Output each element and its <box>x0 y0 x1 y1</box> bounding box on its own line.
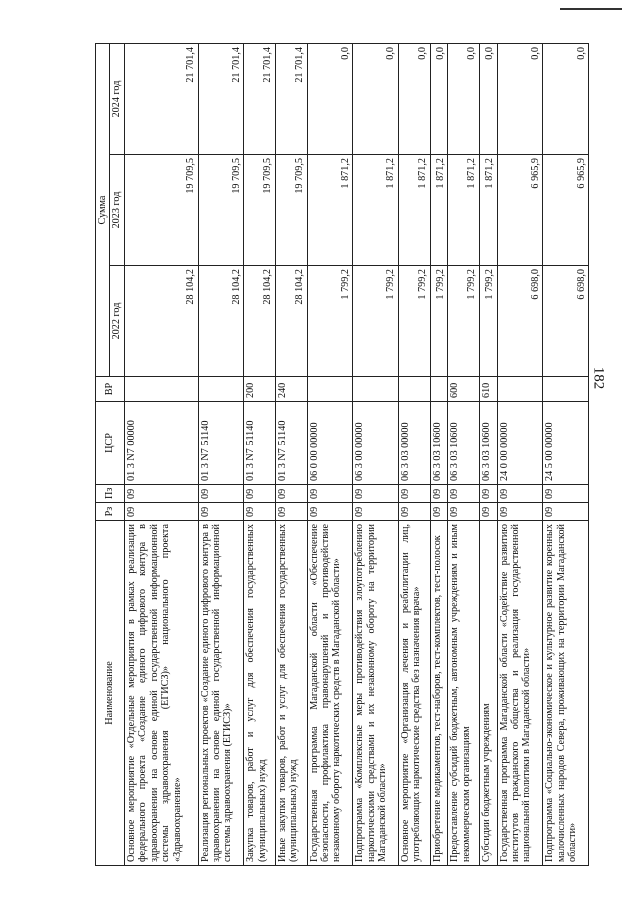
cell-2023: 6 965,9 <box>543 155 589 266</box>
header-vr: ВР <box>96 377 125 402</box>
cell-vr <box>124 377 198 402</box>
cell-name: Подпрограмма «Комплексные меры противодействия злоупотреблению наркотическими средствами и их незаконному обороту на территории Магаданской области» <box>353 521 399 866</box>
cell-2022: 1 799,2 <box>448 266 480 377</box>
cell-name: Приобретение медикаментов, тест-наборов, тест-комплектов, тест-полосок <box>430 521 448 866</box>
cell-name: Предоставление субсидий бюджетным, автономным учреждениям и иным некоммерческим организациям <box>448 521 480 866</box>
cell-vr <box>497 377 543 402</box>
cell-name: Подпрограмма «Социально-экономическое и культурное развитие коренных малочисленных народов Севера, проживающих на территории Магаданской области» <box>543 521 589 866</box>
cell-2024: 0,0 <box>543 44 589 155</box>
cell-csr: 06 3 03 10600 <box>479 402 497 485</box>
cell-2022: 1 799,2 <box>353 266 399 377</box>
cell-vr: 200 <box>244 377 276 402</box>
cell-name: Реализация региональных проектов «Создание единого цифрового контура в здравоохранении на основе единой государственной информационной системы здравоохранения (ЕГИСЗ)» <box>198 521 244 866</box>
cell-vr <box>430 377 448 402</box>
cell-2024: 21 701,4 <box>124 44 198 155</box>
cell-csr: 06 3 00 00000 <box>353 402 399 485</box>
header-pz: Пз <box>96 485 125 503</box>
table-row <box>124 44 198 866</box>
cell-2022: 28 104,2 <box>275 266 307 377</box>
cell-vr: 600 <box>448 377 480 402</box>
cell-2022: 28 104,2 <box>198 266 244 377</box>
cell-csr: 06 0 00 00000 <box>307 402 353 485</box>
cell-2022: 28 104,2 <box>244 266 276 377</box>
rotated-page <box>95 44 589 866</box>
table-row <box>543 44 589 866</box>
cell-rz: 09 <box>275 503 307 521</box>
cell-2022: 6 698,0 <box>497 266 543 377</box>
cell-csr: 24 0 00 00000 <box>497 402 543 485</box>
cell-csr: 01 3 N7 00000 <box>124 402 198 485</box>
cell-name: Основное мероприятие «Организация лечения и реабилитации лиц, употребляющих наркотические средства без назначения врача» <box>398 521 430 866</box>
cell-rz: 09 <box>448 503 480 521</box>
cell-name: Иные закупки товаров, работ и услуг для обеспечения государственных (муниципальных) нужд <box>275 521 307 866</box>
cell-pz: 09 <box>398 485 430 503</box>
cell-pz: 09 <box>497 485 543 503</box>
cell-2023: 1 871,2 <box>430 155 448 266</box>
budget-table <box>95 43 589 866</box>
cell-2023: 1 871,2 <box>307 155 353 266</box>
table-row <box>430 44 448 866</box>
cell-2023: 19 709,5 <box>275 155 307 266</box>
page-number-text: 182 <box>590 366 607 390</box>
header-rz: Рз <box>96 503 125 521</box>
table-row <box>275 44 307 866</box>
cell-rz: 09 <box>543 503 589 521</box>
cell-2024: 21 701,4 <box>198 44 244 155</box>
cell-csr: 01 3 N7 51140 <box>198 402 244 485</box>
cell-name: Основное мероприятие «Отдельные мероприятия в рамках реализации федерального проекта «Создание единого цифрового контура в здравоохранении на основе единой государственной информационной системы здравоохранения (ЕГИСЗ)» национального проекта «Здравоохранение» <box>124 521 198 866</box>
cell-rz: 09 <box>430 503 448 521</box>
table-row <box>479 44 497 866</box>
cell-pz: 09 <box>275 485 307 503</box>
cell-rz: 09 <box>353 503 399 521</box>
cell-csr: 01 3 N7 51140 <box>244 402 276 485</box>
table-row <box>398 44 430 866</box>
cell-vr <box>398 377 430 402</box>
cell-2023: 19 709,5 <box>124 155 198 266</box>
table-row <box>448 44 480 866</box>
cell-pz: 09 <box>353 485 399 503</box>
cell-rz: 09 <box>198 503 244 521</box>
cell-2023: 6 965,9 <box>497 155 543 266</box>
table-row <box>497 44 543 866</box>
cell-name: Субсидии бюджетным учреждениям <box>479 521 497 866</box>
cell-2022: 1 799,2 <box>430 266 448 377</box>
cell-2024: 21 701,4 <box>244 44 276 155</box>
cell-2022: 1 799,2 <box>479 266 497 377</box>
cell-rz: 09 <box>307 503 353 521</box>
cell-csr: 06 3 03 00000 <box>398 402 430 485</box>
cell-pz: 09 <box>543 485 589 503</box>
table-row <box>198 44 244 866</box>
cell-rz: 09 <box>398 503 430 521</box>
cell-vr <box>543 377 589 402</box>
cell-pz: 09 <box>430 485 448 503</box>
table-row <box>307 44 353 866</box>
cell-vr <box>198 377 244 402</box>
table-row <box>353 44 399 866</box>
cell-csr: 06 3 03 10600 <box>430 402 448 485</box>
cell-2022: 6 698,0 <box>543 266 589 377</box>
cell-pz: 09 <box>479 485 497 503</box>
top-rule <box>560 8 622 10</box>
cell-rz: 09 <box>244 503 276 521</box>
header-2024: 2024 год <box>110 44 124 155</box>
header-name: Наименование <box>96 521 125 866</box>
cell-2023: 1 871,2 <box>479 155 497 266</box>
cell-pz: 09 <box>307 485 353 503</box>
header-2022: 2022 год <box>110 266 124 377</box>
cell-csr: 01 3 N7 51140 <box>275 402 307 485</box>
header-csr: ЦСР <box>96 402 125 485</box>
cell-2024: 0,0 <box>497 44 543 155</box>
cell-csr: 24 5 00 00000 <box>543 402 589 485</box>
cell-rz: 09 <box>497 503 543 521</box>
cell-2024: 0,0 <box>353 44 399 155</box>
cell-vr <box>353 377 399 402</box>
cell-pz: 09 <box>244 485 276 503</box>
cell-2022: 28 104,2 <box>124 266 198 377</box>
cell-rz: 09 <box>479 503 497 521</box>
cell-name: Государственная программа Магаданской области «Обеспечение безопасности, профилактика правонарушений и противодействие незаконному обороту наркотических средств в Магаданской области» <box>307 521 353 866</box>
cell-csr: 06 3 03 10600 <box>448 402 480 485</box>
cell-2023: 1 871,2 <box>398 155 430 266</box>
cell-2022: 1 799,2 <box>398 266 430 377</box>
cell-2024: 21 701,4 <box>275 44 307 155</box>
cell-2022: 1 799,2 <box>307 266 353 377</box>
cell-2023: 19 709,5 <box>244 155 276 266</box>
cell-2024: 0,0 <box>448 44 480 155</box>
header-2023: 2023 год <box>110 155 124 266</box>
cell-2024: 0,0 <box>479 44 497 155</box>
header-sum: Сумма <box>96 44 110 377</box>
cell-rz: 09 <box>124 503 198 521</box>
table-row <box>244 44 276 866</box>
cell-2023: 19 709,5 <box>198 155 244 266</box>
cell-name: Государственная программа Магаданской области «Содействие развитию институтов гражданского общества и реализация государственной национальной политики в Магаданской области» <box>497 521 543 866</box>
cell-pz: 09 <box>124 485 198 503</box>
cell-pz: 09 <box>448 485 480 503</box>
cell-2024: 0,0 <box>430 44 448 155</box>
cell-vr <box>307 377 353 402</box>
cell-2024: 0,0 <box>398 44 430 155</box>
cell-vr: 240 <box>275 377 307 402</box>
cell-vr: 610 <box>479 377 497 402</box>
page-number <box>590 366 607 390</box>
cell-2024: 0,0 <box>307 44 353 155</box>
cell-2023: 1 871,2 <box>448 155 480 266</box>
cell-pz: 09 <box>198 485 244 503</box>
cell-2023: 1 871,2 <box>353 155 399 266</box>
cell-name: Закупка товаров, работ и услуг для обеспечения государственных (муниципальных) нужд <box>244 521 276 866</box>
